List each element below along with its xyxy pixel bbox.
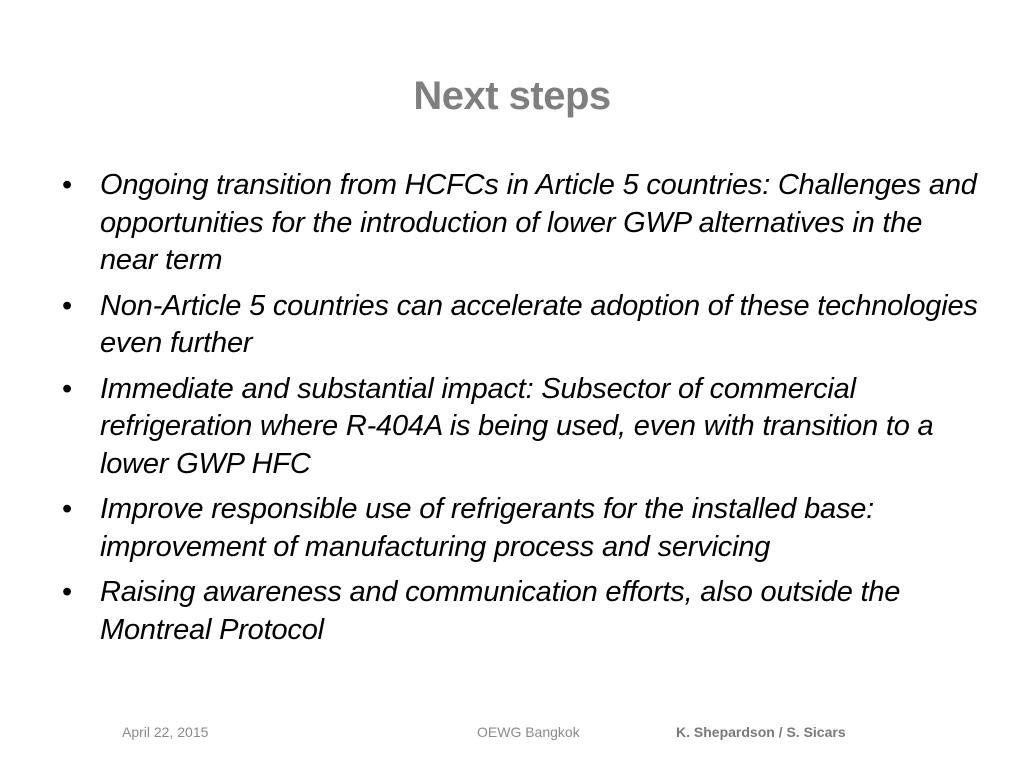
bullet-list (62, 167, 982, 657)
footer-date: April 22, 2015 (122, 724, 209, 740)
bullet-item (62, 371, 982, 484)
bullet-dot-icon: • (62, 289, 72, 322)
bullet-text: Non-Article 5 countries can accelerate adoption of these technologies even further (100, 289, 978, 359)
bullet-item (62, 491, 982, 566)
footer-authors: K. Shepardson / S. Sicars (676, 724, 846, 740)
slide-title: Next steps (413, 74, 611, 118)
bullet-item (62, 167, 982, 280)
footer-event: OEWG Bangkok (477, 724, 580, 740)
bullet-dot-icon: • (62, 169, 72, 201)
bullet-item (62, 574, 982, 649)
bullet-dot-icon: • (62, 576, 72, 608)
bullet-item (62, 288, 982, 363)
bullet-dot-icon: • (62, 372, 72, 405)
bullet-text: Raising awareness and communication efforts, also outside the Montreal Protocol (100, 576, 901, 646)
bullet-text: Ongoing transition from HCFCs in Article 5 countries: Challenges and opportunities for the introduction of lower GWP alternatives in the near term (100, 169, 977, 276)
bullet-dot-icon: • (62, 493, 72, 525)
bullet-text: Immediate and substantial impact: Subsector of commercial refrigeration where R-404A is being used, even with transition to a lower GWP HFC (100, 372, 934, 480)
bullet-text: Improve responsible use of refrigerants for the installed base: improvement of manufacturing process and servicing (100, 493, 875, 563)
